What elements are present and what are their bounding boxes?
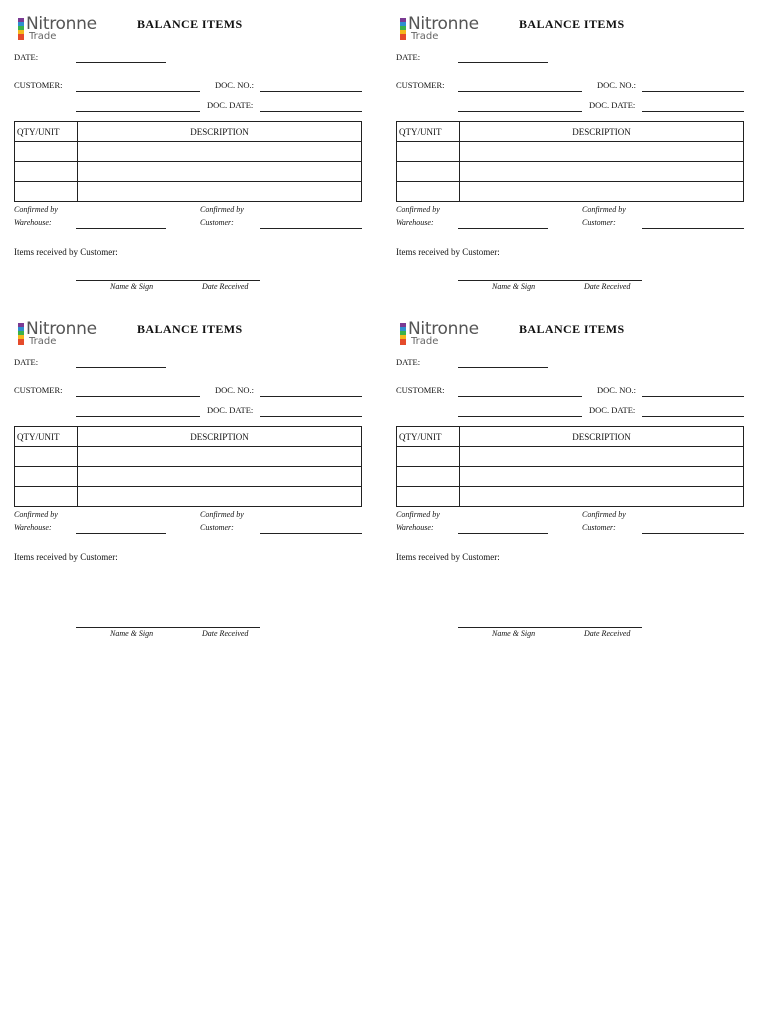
confirmed-by-warehouse-label-1: Confirmed by: [396, 510, 440, 519]
warehouse-sign-field[interactable]: [458, 228, 548, 229]
qty-cell[interactable]: [15, 487, 78, 507]
table-row: [15, 487, 362, 507]
confirmed-by-warehouse-label-1: Confirmed by: [14, 205, 58, 214]
table-row: [397, 447, 744, 467]
qty-cell[interactable]: [15, 142, 78, 162]
table-row: [15, 142, 362, 162]
items-table: [14, 426, 362, 507]
doc-no-field[interactable]: [260, 396, 362, 397]
customer-label: CUSTOMER:: [14, 80, 63, 90]
qty-cell[interactable]: [15, 467, 78, 487]
customer-field[interactable]: [76, 396, 200, 397]
doc-no-label: DOC. NO.:: [215, 80, 254, 90]
description-cell[interactable]: [78, 487, 362, 507]
name-sign-field[interactable]: [76, 280, 260, 281]
nitronne-logo: [18, 16, 108, 42]
table-row: [15, 162, 362, 182]
doc-date-label: DOC. DATE:: [589, 405, 636, 415]
items-table: [14, 121, 362, 202]
name-sign-label: Name & Sign: [492, 629, 536, 638]
description-cell[interactable]: [78, 447, 362, 467]
customer-sign-label: Customer:: [582, 218, 616, 227]
description-cell[interactable]: [78, 182, 362, 202]
table-row: [397, 162, 744, 182]
nitronne-logo: [18, 321, 108, 347]
table-row: [15, 447, 362, 467]
description-cell[interactable]: [78, 162, 362, 182]
customer-sign-label: Customer:: [200, 218, 234, 227]
warehouse-label: Warehouse:: [396, 218, 434, 227]
confirmed-by-warehouse-label-1: Confirmed by: [396, 205, 440, 214]
logo-color-bars: [18, 18, 24, 40]
table-header-row: [397, 427, 744, 447]
balance-slip: [12, 12, 372, 302]
customer-label: CUSTOMER:: [14, 385, 63, 395]
customer-sign-field[interactable]: [260, 533, 362, 534]
doc-date-label: DOC. DATE:: [207, 405, 254, 415]
logo-sub-text: Trade: [411, 336, 439, 347]
confirmed-by-customer-label-1: Confirmed by: [582, 205, 626, 214]
col-description-header: DESCRIPTION: [460, 427, 744, 447]
qty-cell[interactable]: [397, 162, 460, 182]
customer-sign-label: Customer:: [200, 523, 234, 532]
customer-label: CUSTOMER:: [396, 80, 445, 90]
nitronne-logo: [400, 16, 490, 42]
doc-date-label: DOC. DATE:: [207, 100, 254, 110]
warehouse-sign-field[interactable]: [76, 533, 166, 534]
date-label: DATE:: [396, 52, 421, 62]
description-cell[interactable]: [460, 142, 744, 162]
customer-field-line2[interactable]: [458, 416, 582, 417]
date-received-label: Date Received: [584, 629, 631, 638]
name-sign-field[interactable]: [458, 280, 642, 281]
qty-cell[interactable]: [397, 142, 460, 162]
col-qty-header: QTY/UNIT: [15, 427, 78, 447]
doc-date-field[interactable]: [260, 111, 362, 112]
confirmed-by-customer-label-1: Confirmed by: [200, 205, 244, 214]
table-row: [397, 142, 744, 162]
table-row: [397, 182, 744, 202]
qty-cell[interactable]: [15, 182, 78, 202]
customer-field[interactable]: [458, 91, 582, 92]
name-sign-label: Name & Sign: [110, 282, 154, 291]
table-header-row: [15, 427, 362, 447]
logo-color-bars: [400, 18, 406, 40]
items-received-label: Items received by Customer:: [14, 552, 118, 562]
date-received-label: Date Received: [202, 629, 249, 638]
confirmed-by-warehouse-label-1: Confirmed by: [14, 510, 58, 519]
doc-no-label: DOC. NO.:: [597, 80, 636, 90]
table-header-row: [15, 122, 362, 142]
logo-sub-text: Trade: [411, 31, 439, 42]
qty-cell[interactable]: [15, 447, 78, 467]
qty-cell[interactable]: [397, 182, 460, 202]
doc-no-field[interactable]: [260, 91, 362, 92]
table-row: [397, 487, 744, 507]
customer-field-line2[interactable]: [76, 111, 200, 112]
date-label: DATE:: [396, 357, 421, 367]
items-received-label: Items received by Customer:: [396, 247, 500, 257]
description-cell[interactable]: [78, 467, 362, 487]
date-field[interactable]: [76, 62, 166, 63]
doc-no-field[interactable]: [642, 91, 744, 92]
table-row: [397, 467, 744, 487]
qty-cell[interactable]: [397, 467, 460, 487]
col-qty-header: QTY/UNIT: [397, 122, 460, 142]
customer-field[interactable]: [458, 396, 582, 397]
confirmed-by-customer-label-1: Confirmed by: [582, 510, 626, 519]
slip-title: BALANCE ITEMS: [137, 17, 243, 31]
date-received-label: Date Received: [584, 282, 631, 291]
date-field[interactable]: [76, 367, 166, 368]
items-received-label: Items received by Customer:: [14, 247, 118, 257]
customer-field-line2[interactable]: [76, 416, 200, 417]
col-description-header: DESCRIPTION: [78, 122, 362, 142]
description-cell[interactable]: [78, 142, 362, 162]
table-row: [15, 182, 362, 202]
customer-sign-label: Customer:: [582, 523, 616, 532]
logo-brand-text: Nitronne: [408, 14, 479, 34]
warehouse-sign-field[interactable]: [76, 228, 166, 229]
name-sign-label: Name & Sign: [110, 629, 154, 638]
qty-cell[interactable]: [397, 447, 460, 467]
doc-date-label: DOC. DATE:: [589, 100, 636, 110]
doc-no-field[interactable]: [642, 396, 744, 397]
logo-sub-text: Trade: [29, 336, 57, 347]
logo-brand-text: Nitronne: [26, 319, 97, 339]
col-description-header: DESCRIPTION: [460, 122, 744, 142]
qty-cell[interactable]: [15, 162, 78, 182]
doc-date-field[interactable]: [642, 111, 744, 112]
items-table: [396, 121, 744, 202]
balance-slip: [394, 317, 754, 638]
description-cell[interactable]: [460, 487, 744, 507]
warehouse-label: Warehouse:: [14, 523, 52, 532]
balance-slip: [12, 317, 372, 638]
doc-date-field[interactable]: [642, 416, 744, 417]
warehouse-label: Warehouse:: [14, 218, 52, 227]
doc-date-field[interactable]: [260, 416, 362, 417]
qty-cell[interactable]: [397, 487, 460, 507]
customer-sign-field[interactable]: [642, 533, 744, 534]
doc-no-label: DOC. NO.:: [215, 385, 254, 395]
balance-slip: [394, 12, 754, 302]
logo-sub-text: Trade: [29, 31, 57, 42]
items-received-label: Items received by Customer:: [396, 552, 500, 562]
date-label: DATE:: [14, 357, 39, 367]
col-description-header: DESCRIPTION: [78, 427, 362, 447]
logo-color-bars: [400, 323, 406, 345]
items-table: [396, 426, 744, 507]
date-field[interactable]: [458, 367, 548, 368]
description-cell[interactable]: [460, 162, 744, 182]
logo-brand-text: Nitronne: [408, 319, 479, 339]
customer-field[interactable]: [76, 91, 200, 92]
col-qty-header: QTY/UNIT: [397, 427, 460, 447]
confirmed-by-customer-label-1: Confirmed by: [200, 510, 244, 519]
description-cell[interactable]: [460, 182, 744, 202]
table-row: [15, 467, 362, 487]
slip-title: BALANCE ITEMS: [519, 322, 625, 336]
customer-field-line2[interactable]: [458, 111, 582, 112]
slip-title: BALANCE ITEMS: [519, 17, 625, 31]
name-sign-label: Name & Sign: [492, 282, 536, 291]
date-label: DATE:: [14, 52, 39, 62]
date-received-label: Date Received: [202, 282, 249, 291]
customer-label: CUSTOMER:: [396, 385, 445, 395]
customer-sign-field[interactable]: [642, 228, 744, 229]
doc-no-label: DOC. NO.:: [597, 385, 636, 395]
warehouse-label: Warehouse:: [396, 523, 434, 532]
description-cell[interactable]: [460, 447, 744, 467]
warehouse-sign-field[interactable]: [458, 533, 548, 534]
description-cell[interactable]: [460, 467, 744, 487]
name-sign-field[interactable]: [76, 627, 260, 628]
col-qty-header: QTY/UNIT: [15, 122, 78, 142]
customer-sign-field[interactable]: [260, 228, 362, 229]
table-header-row: [397, 122, 744, 142]
slip-title: BALANCE ITEMS: [137, 322, 243, 336]
logo-color-bars: [18, 323, 24, 345]
nitronne-logo: [400, 321, 490, 347]
date-field[interactable]: [458, 62, 548, 63]
logo-brand-text: Nitronne: [26, 14, 97, 34]
name-sign-field[interactable]: [458, 627, 642, 628]
